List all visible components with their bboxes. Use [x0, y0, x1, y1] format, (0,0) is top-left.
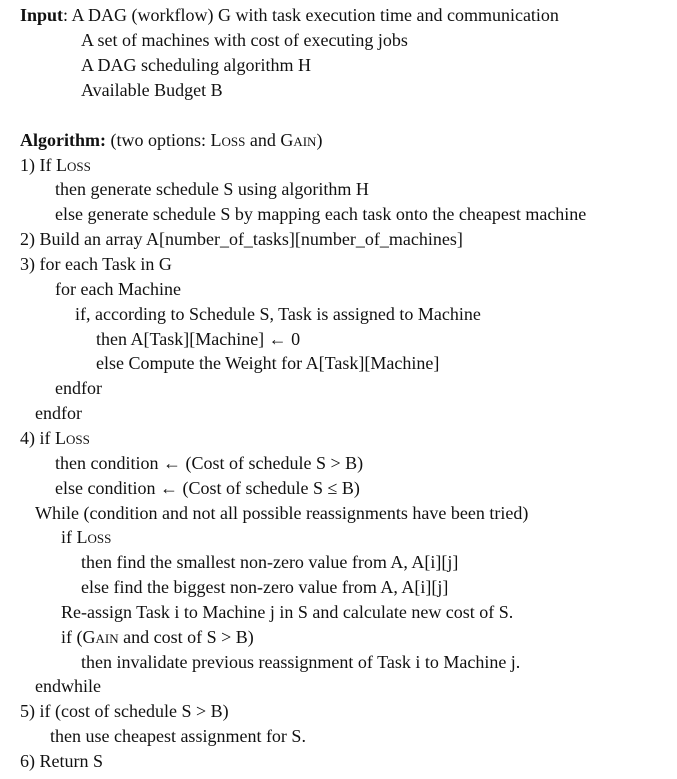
- step-3-if: if, according to Schedule S, Task is assigned to Machine: [75, 304, 481, 324]
- if-gain-open: if (: [61, 627, 83, 647]
- while-if-loss: Loss: [76, 527, 112, 547]
- endfor-inner: endfor: [55, 378, 102, 398]
- reassign-line: Re-assign Task i to Machine j in S and calculate new cost of S.: [61, 602, 514, 622]
- step-2: 2) Build an array A[number_of_tasks][number_of_machines]: [20, 229, 463, 249]
- step-3-else: else Compute the Weight for A[Task][Machine]: [96, 353, 440, 373]
- algorithm-options-intro: (two options:: [110, 130, 211, 150]
- invalidate-line: then invalidate previous reassignment of Task i to Machine j.: [81, 652, 521, 672]
- algorithm-and: and: [245, 130, 281, 150]
- step-6: 6) Return S: [20, 751, 103, 771]
- step-4-loss: Loss: [55, 428, 90, 448]
- step-3-inner-loop: for each Machine: [55, 279, 181, 299]
- if-gain-rest: and cost of S > B): [118, 627, 254, 647]
- step-4-then: then condition ← (Cost of schedule S > B): [55, 453, 364, 473]
- step-3-then: then A[Task][Machine] ← 0: [96, 329, 301, 349]
- step-1-text: 1) If: [20, 155, 56, 175]
- algorithm-label: Algorithm:: [20, 130, 106, 150]
- endwhile: endwhile: [35, 676, 101, 696]
- input-line-2: A set of machines with cost of executing jobs: [81, 30, 408, 50]
- step-4-else: else condition ← (Cost of schedule S ≤ B): [55, 478, 360, 498]
- algorithm-header: [20, 128, 322, 152]
- if-gain-line: [61, 625, 254, 649]
- while-loop: While (condition and not all possible reassignments have been tried): [35, 503, 529, 523]
- step-1-then: then generate schedule S using algorithm H: [55, 179, 369, 199]
- algorithm-options-close: ): [316, 130, 323, 150]
- while-if: [61, 525, 111, 549]
- step-4-text: 4) if: [20, 428, 55, 448]
- while-then: then find the smallest non-zero value from A, A[i][j]: [81, 552, 459, 572]
- step-1-else: else generate schedule S by mapping each task onto the cheapest machine: [55, 204, 587, 224]
- input-line-4: Available Budget B: [81, 80, 223, 100]
- step-4: [20, 426, 90, 450]
- loss-keyword: Loss: [210, 130, 246, 150]
- input-line-3: A DAG scheduling algorithm H: [81, 55, 311, 75]
- step-1-loss: Loss: [55, 155, 91, 175]
- while-else: else find the biggest non-zero value from A, A[i][j]: [81, 577, 449, 597]
- step-5: 5) if (cost of schedule S > B): [20, 701, 229, 721]
- step-5-then: then use cheapest assignment for S.: [50, 726, 306, 746]
- gain-keyword: Gain: [280, 130, 317, 150]
- while-if-text: if: [61, 527, 77, 547]
- step-1: [20, 153, 91, 177]
- input-label: Input: [20, 5, 64, 25]
- step-3: 3) for each Task in G: [20, 254, 172, 274]
- input-text-1: : A DAG (workflow) G with task execution time and communication: [63, 5, 559, 25]
- input-line-1: [20, 3, 559, 27]
- if-gain-keyword: Gain: [82, 627, 119, 647]
- endfor-outer: endfor: [35, 403, 82, 423]
